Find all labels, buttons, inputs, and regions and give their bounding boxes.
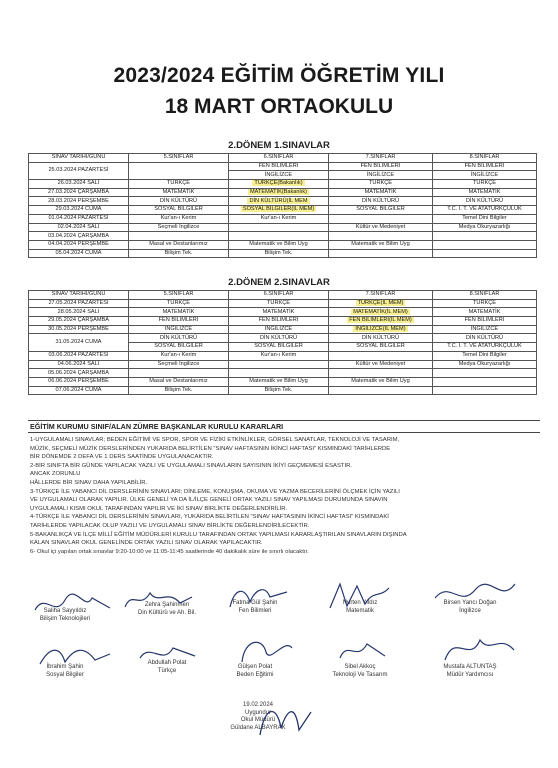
exam-subject-cell [229, 197, 329, 206]
handwritten-signature-icon [255, 700, 315, 740]
exam-subject-cell: DİN KÜLTÜRÜ [229, 334, 329, 343]
column-header: 5.SINIFLAR [129, 154, 229, 163]
exam-subject-cell: Kur'an-ı Kerim [129, 214, 229, 223]
exam-subject-cell: Masal ve Destanlarımız [129, 377, 229, 386]
exam-subject-cell [433, 240, 537, 249]
exam-subject-cell: SOSYAL BİLGİLER [129, 206, 229, 215]
exam-subject-cell [433, 377, 537, 386]
exam-subject-cell: Seçmeli İngilizce [129, 223, 229, 232]
signer-role: Türkçe [157, 667, 177, 674]
handwritten-signature-icon [120, 585, 200, 615]
exam-subject-cell: Kültür ve Medeniyet [329, 360, 433, 369]
table-row [29, 232, 537, 241]
exam-subject-cell: Medya Okuryazarlığı [433, 360, 537, 369]
signer-role: Matematik [346, 607, 374, 614]
column-header: SINAV TARİHİ/GÜNÜ [29, 154, 129, 163]
exam-subject-cell [433, 386, 537, 395]
column-header: 8.SINIFLAR [433, 154, 537, 163]
exam-subject-cell: T.C. İ. T. VE ATATÜRKÇÜLÜK [433, 343, 537, 352]
column-header: 6.SINIFLAR [229, 154, 329, 163]
table-row [29, 351, 537, 360]
signer-name: Fatma Gül Şahin [232, 600, 278, 606]
highlighted-subject: DİN KÜLTÜRÜ(İL MEM [249, 197, 308, 204]
table-row [29, 386, 537, 395]
exam-subject-cell: Bilişim Tek. [129, 249, 229, 258]
term2-heading: 2.DÖNEM 2.SINAVLAR [228, 277, 330, 288]
table-row [29, 325, 537, 334]
exam-subject-cell: FEN BİLİMLERİ [329, 162, 433, 171]
column-header: 7.SINIFLAR [329, 154, 433, 163]
decision-line: BİR DÖNEMDE 2 DEFA VE 1 DERS SAATİNDE UYGULANACAKTIR. [30, 454, 214, 461]
highlighted-subject: TÜRKÇE(Bakanlık) [254, 180, 303, 187]
table-row [29, 240, 537, 249]
exam-date-cell: 27.05.2024 PAZARTESİ [29, 299, 129, 308]
exam-subject-cell: DİN KÜLTÜRÜ [329, 197, 433, 206]
signer-role: Müdür Yardımcısı [446, 671, 494, 678]
exam-subject-cell: Masal ve Destanlarımız [129, 240, 229, 249]
exam-date-cell: 05.04.2024 CUMA [29, 249, 129, 258]
exam-date-cell: 26.03.2024 SALI [29, 180, 129, 189]
exam-subject-cell [433, 232, 537, 241]
signer-role: Fen Bilimleri [238, 607, 272, 614]
exam-subject-cell: DİN KÜLTÜRÜ [433, 334, 537, 343]
exam-subject-cell: FEN BİLİMLERİ [229, 317, 329, 326]
document-title-year: 2023/2024 EĞİTİM ÖĞRETİM YILI [113, 64, 445, 87]
decision-line: HÂLLERDE BİR SINAV DAHA YAPILABİLİR. [30, 479, 148, 486]
decision-line: 1-UYGULAMALI SINAVLAR; BEDEN EĞİTİMİ VE SPOR, SPOR VE FİZİKİ ETKİNLİKLER, GÖRSEL SANATLAR, TEKNOLOJİ VE TASARIM, [30, 437, 400, 443]
column-header: 5.SINIFLAR [129, 291, 229, 300]
handwritten-signature-icon [335, 636, 395, 666]
signer-role: İngilizce [459, 607, 481, 614]
decision-line: 5-BAKANLIKÇA VE İLÇE MİLLÎ EĞİTİM MÜDÜRLERİ KURULU TARAFINDAN ORTAK YAPILMASI KARARLAŞTIRILAN SINAVLARIN DIŞINDA [30, 531, 407, 538]
exam-subject-cell: MATEMATİK [129, 188, 229, 197]
handwritten-signature-icon [225, 582, 295, 612]
exam-date-cell: 06.06.2024 PERŞEMBE [29, 377, 129, 386]
exam-subject-cell: TÜRKÇE [229, 299, 329, 308]
exam-subject-cell: DİN KÜLTÜRÜ [433, 197, 537, 206]
exam-date-cell: 29.05.2024 ÇARŞAMBA [29, 317, 129, 326]
exam-subject-cell [129, 369, 229, 378]
highlighted-subject: MATEMATİK(İL MEM) [353, 308, 408, 315]
term2-exam-table [28, 290, 537, 395]
exam-subject-cell: Bilişim Tek. [229, 386, 329, 395]
exam-subject-cell: DİN KÜLTÜRÜ [129, 197, 229, 206]
exam-date-cell: 25.03.2024 PAZARTESİ [29, 162, 129, 179]
table-row [29, 188, 537, 197]
exam-subject-cell: DİN KÜLTÜRÜ [329, 334, 433, 343]
exam-subject-cell: İNGİLİZCE [229, 171, 329, 180]
exam-subject-cell: MATEMATİK [129, 308, 229, 317]
term1-heading: 2.DÖNEM 1.SINAVLAR [228, 140, 330, 151]
exam-subject-cell: MATEMATİK [433, 188, 537, 197]
exam-subject-cell: SOSYAL BİLGİLER [129, 343, 229, 352]
exam-subject-cell: SOSYAL BİLGİLER [229, 343, 329, 352]
exam-subject-cell [329, 299, 433, 308]
exam-subject-cell: FEN BİLİMLERİ [433, 317, 537, 326]
exam-subject-cell: İNGİLİZCE [329, 171, 433, 180]
approval-name: Güldane ALBAYRAK [230, 724, 286, 731]
exam-subject-cell [229, 223, 329, 232]
table-row [29, 377, 537, 386]
exam-subject-cell: Kur'an-ı Kerim [129, 351, 229, 360]
handwritten-signature-icon [232, 632, 302, 668]
document-title-school: 18 MART ORTAOKULU [164, 95, 394, 118]
exam-subject-cell [329, 351, 433, 360]
exam-subject-cell: MATEMATİK [329, 188, 433, 197]
signer-name: Gülşen Polat [237, 664, 273, 670]
table-header-row [29, 154, 537, 163]
exam-subject-cell: FEN BİLİMLERİ [433, 162, 537, 171]
exam-subject-cell: TÜRKÇE [129, 299, 229, 308]
handwritten-signature-icon [325, 580, 395, 612]
highlighted-subject: FEN BİLİMLERİ(İL MEM) [349, 317, 412, 324]
table-row [29, 360, 537, 369]
exam-subject-cell: SOSYAL BİLGİLER [329, 206, 433, 215]
signer-role: Sosyal Bilgiler [46, 671, 84, 678]
decision-line: VE UYGULAMALI OLARAK YAPILIR. ÜLKE GENELİ YA DA İL/İLÇE GENELİ ORTAK YAZILI SINAV YAPILMASI DURUMUNDA SINAVIN [30, 497, 388, 504]
exam-date-cell: 27.03.2024 ÇARŞAMBA [29, 188, 129, 197]
exam-subject-cell [129, 232, 229, 241]
exam-subject-cell [229, 206, 329, 215]
exam-subject-cell [329, 317, 433, 326]
decision-line: TARİHLERDE YAPILACAK OLUP YAZILI VE UYGULAMALI SINAV BİRLİKTE DEĞERLENDİRİLECEKTİR. [30, 522, 310, 529]
exam-date-cell: 05.06.2024 ÇARŞAMBA [29, 369, 129, 378]
handwritten-signature-icon [135, 638, 205, 668]
exam-date-cell: 31.05.2024 CUMA [29, 334, 129, 351]
exam-date-cell: 30.05.2024 PERŞEMBE [29, 325, 129, 334]
exam-subject-cell: Kültür ve Medeniyet [329, 223, 433, 232]
exam-subject-cell [229, 188, 329, 197]
handwritten-signature-icon [440, 630, 520, 666]
exam-subject-cell [433, 249, 537, 258]
decision-line: 3-TÜRKÇE İLE YABANCI DİL DERSLERİNİN SINAVLARI; DİNLEME, KONUŞMA, OKUMA VE YAZMA BECERİLERİNİ ÖLÇMEK İÇİN YAZILI [30, 488, 400, 495]
signer-role: Teknoloji Ve Tasarım [332, 671, 388, 678]
exam-subject-cell: Temel Dini Bilgiler [433, 214, 537, 223]
signer-name: İbrahim Şahin [46, 664, 84, 670]
column-header: SINAV TARİHİ/GÜNÜ [29, 291, 129, 300]
signer-name: Mustafa ALTUNTAŞ [443, 664, 497, 670]
table-row [29, 223, 537, 232]
exam-subject-cell [433, 369, 537, 378]
signer-name: Saliha Sayyıldız [43, 608, 87, 614]
decision-line: UYGULAMALI KISMI OKUL TARAFINDAN YAPILIR VE İKİ SINAV BİRLİKTE DEĞERLENDİRİLİR. [30, 505, 288, 512]
exam-subject-cell: İNGİLİZCE [433, 171, 537, 180]
handwritten-signature-icon [35, 640, 115, 670]
exam-subject-cell [129, 162, 229, 179]
exam-date-cell: 02.04.2024 SALI [29, 223, 129, 232]
signature-block [305, 664, 415, 679]
exam-date-cell: 04.06.2024 SALI [29, 360, 129, 369]
highlighted-subject: İNGİLİZCE(İL MEM) [355, 326, 406, 333]
exam-subject-cell: MATEMATİK [229, 308, 329, 317]
exam-date-cell: 28.03.2024 PERŞEMBE [29, 197, 129, 206]
decision-line: ANCAK ZORUNLU [30, 471, 81, 478]
exam-subject-cell: Matematik ve Bilim Uyg [229, 377, 329, 386]
signer-name: Abdullah Polat [147, 660, 187, 666]
exam-subject-cell: TÜRKÇE [329, 180, 433, 189]
exam-subject-cell [229, 180, 329, 189]
exam-subject-cell: Kur'an-ı Kerim [229, 214, 329, 223]
exam-subject-cell: TÜRKÇE [129, 180, 229, 189]
signer-name: Sibel Akkoç [344, 664, 376, 670]
exam-subject-cell [329, 325, 433, 334]
approval-word: Uygundur [244, 709, 271, 716]
highlighted-subject: TÜRKÇE(İL MEM) [357, 300, 404, 307]
exam-subject-cell: İNGİLİZCE [229, 325, 329, 334]
exam-subject-cell: DİN KÜLTÜRÜ [129, 334, 229, 343]
table-row [29, 249, 537, 258]
decision-line: 6- Okul içi yapılan ortak sınavlar 9:20-10:00 ve 11:05-11:45 saatlerinde 40 dakikalık süre ile sınırlı olacaktır. [30, 548, 309, 555]
handwritten-signature-icon [30, 590, 120, 620]
exam-subject-cell [329, 214, 433, 223]
exam-date-cell: 04.04.2024 PERŞEMBE [29, 240, 129, 249]
exam-subject-cell [229, 232, 329, 241]
exam-subject-cell [329, 232, 433, 241]
signer-role: Din Kültürü ve Ah. Bil. [137, 609, 197, 616]
column-header: 7.SINIFLAR [329, 291, 433, 300]
exam-subject-cell [329, 249, 433, 258]
exam-subject-cell: Matematik ve Bilim Uyg [229, 240, 329, 249]
exam-subject-cell: Matematik ve Bilim Uyg [329, 377, 433, 386]
exam-date-cell: 03.04.2024 ÇARŞAMBA [29, 232, 129, 241]
exam-subject-cell: Bilişim Tek. [229, 249, 329, 258]
exam-subject-cell [329, 369, 433, 378]
exam-date-cell: 28.05.2024 SALI [29, 308, 129, 317]
exam-subject-cell: SOSYAL BİLGİLER [329, 343, 433, 352]
signer-name: Zehra Şahinmen [144, 602, 190, 608]
decisions-title: EĞİTİM KURUMU SINIF/ALAN ZÜMRE BAŞKANLAR KURULU KARARLARI [28, 420, 540, 433]
decision-line: 4-TÜRKÇE İLE YABANCI DİL DERSLERİNİN SINAVLARI, YUKARIDA BELİRTİLEN "SINAV HAFTASININ İKİNCİ HAFTASI" KISMINDAKİ [30, 514, 389, 521]
exam-subject-cell: TÜRKÇE [433, 180, 537, 189]
exam-subject-cell: İNGİLİZCE [129, 325, 229, 334]
exam-subject-cell: Matematik ve Bilim Uyg [329, 240, 433, 249]
exam-date-cell: 07.06.2024 CUMA [29, 386, 129, 395]
signature-block [415, 664, 525, 679]
signer-name: Birsen Yancı Doğan [443, 600, 497, 606]
exam-subject-cell: MATEMATİK [433, 308, 537, 317]
exam-subject-cell: FEN BİLİMLERİ [229, 162, 329, 171]
exam-subject-cell: Temel Dini Bilgiler [433, 351, 537, 360]
highlighted-subject: MATEMATİK(Bakanlık) [250, 189, 307, 196]
exam-subject-cell [329, 386, 433, 395]
table-row [29, 162, 537, 171]
column-header: 8.SINIFLAR [433, 291, 537, 300]
exam-date-cell: 29.03.2024 CUMA [29, 206, 129, 215]
exam-subject-cell: Seçmeli İngilizce [129, 360, 229, 369]
table-row [29, 334, 537, 343]
exam-subject-cell: Kur'an-ı Kerim [229, 351, 329, 360]
exam-date-cell: 03.06.2024 PAZARTESİ [29, 351, 129, 360]
decision-line: MÜZİK, SEÇMELİ MÜZİK DERSLERİNDEN YUKARIDA BELİRTİLEN "SINAV HAFTASININ İKİNCİ HAFTASI" KISMINDAKİ TARİHLERDE [30, 445, 391, 452]
decisions-list [30, 436, 540, 556]
approval-title: Okul Müdürü [240, 717, 276, 723]
highlighted-subject: SOSYAL BİLGİLER(İL MEM) [242, 206, 315, 213]
table-row [29, 369, 537, 378]
approval-date: 19.02.2024 [242, 702, 274, 708]
decision-line: 2-BİR SINIFTA BİR GÜNDE YAPILACAK YAZILI VE UYGULAMALI SINAVLARIN SAYISININ İKİYİ GEÇMEMESİ ESASTIR. [30, 462, 352, 469]
exam-subject-cell [329, 308, 433, 317]
table-row [29, 180, 537, 189]
column-header: 6.SINIFLAR [229, 291, 329, 300]
exam-subject-cell: TÜRKÇE [433, 299, 537, 308]
table-row [29, 308, 537, 317]
exam-subject-cell [229, 369, 329, 378]
exam-subject-cell: Medya Okuryazarlığı [433, 223, 537, 232]
signer-name: Nurten Yıldız [342, 600, 378, 606]
decision-line: KALAN SINAVLAR OKUL GENELİNDE ORTAK YAZILI SINAV OLARAK YAPILACAKTIR. [30, 540, 263, 547]
term1-exam-table [28, 153, 537, 258]
exam-subject-cell [229, 360, 329, 369]
table-header-row [29, 291, 537, 300]
signer-role: Beden Eğitimi [236, 671, 274, 678]
exam-subject-cell: İNGİLİZCE [433, 325, 537, 334]
table-row [29, 206, 537, 215]
exam-subject-cell: FEN BİLİMLERİ [129, 317, 229, 326]
handwritten-signature-icon [430, 578, 520, 610]
table-row [29, 299, 537, 308]
signer-role: Bilişim Teknolojileri [39, 615, 91, 622]
table-row [29, 214, 537, 223]
exam-subject-cell: Bilişim Tek. [129, 386, 229, 395]
table-row [29, 317, 537, 326]
exam-subject-cell: T.C. İ. T. VE ATATÜRKÇÜLÜK [433, 206, 537, 215]
table-row [29, 197, 537, 206]
exam-date-cell: 01.04.2024 PAZARTESİ [29, 214, 129, 223]
